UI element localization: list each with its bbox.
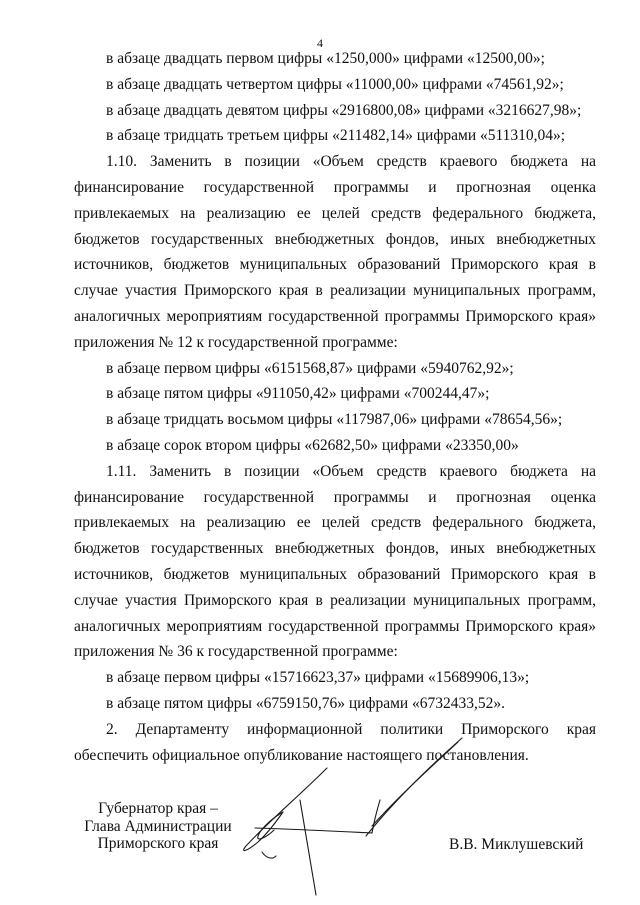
amendment-line: в абзаце первом цифры «15716623,37» цифрами «15689906,13»; [106,669,530,687]
clause-2: 2. Департаменту информационной политики Приморского края обеспечить официальное опубликование настоящего постановления. [74,720,596,764]
signatory-title-line: Приморского края [97,835,219,852]
clause-1-10: 1.10. Заменить в позиции «Объем средств краевого бюджета на финансирование государственной программы и прогнозная оценка привлекаемых на реализацию ее целей средств федерального бюджета, бюджетов государственных внебюджетных фондов, иных внебюджетных источников, бюджетов муниципальных образований Приморского края в случае участия Приморского края в реализации муниципальных программ, аналогичных мероприятиям государственной программы Приморского края» приложения № 12 к государственной программе: [74,153,596,351]
signatory-title-line: Губернатор края – [98,800,218,817]
signatory-title-line: Глава Администрации [84,817,232,835]
amendment-line: в абзаце сорок втором цифры «62682,50» цифрами «23350,00» [106,436,519,454]
amendment-line: в абзаце двадцать четвертом цифры «11000,00» цифрами «74561,92»; [106,75,564,93]
amendment-line: в абзаце пятом цифры «911050,42» цифрами «700244,47»; [106,385,490,403]
amendment-line: в абзаце пятом цифры «6759150,76» цифрами «6732433,52». [106,694,506,712]
amendment-line: в абзаце первом цифры «6151568,87» цифрами «5940762,92»; [106,359,514,377]
amendment-line: в абзаце тридцать третьем цифры «211482,14» цифрами «511310,04»; [106,127,566,145]
amendment-line: в абзаце двадцать девятом цифры «2916800,08» цифрами «3216627,98»; [106,101,582,119]
page-number: 4 [317,36,323,50]
amendment-line: в абзаце двадцать первом цифры «1250,000» цифрами «12500,00»; [106,50,545,67]
clause-1-11: 1.11. Заменить в позиции «Объем средств краевого бюджета на финансирование государственной программы и прогнозная оценка привлекаемых на реализацию ее целей средств федерального бюджета, бюджетов государственных внебюджетных фондов, иных внебюджетных источников, бюджетов муниципальных образований Приморского края в случае участия Приморского края в реализации муниципальных программ, аналогичных мероприятиям государственной программы Приморского края» приложения № 36 к государственной программе: [74,462,596,661]
amendment-line: в абзаце тридцать восьмом цифры «117987,06» цифрами «78654,56»; [106,411,563,429]
signatory-name: В.В. Миклушевский [449,836,584,853]
